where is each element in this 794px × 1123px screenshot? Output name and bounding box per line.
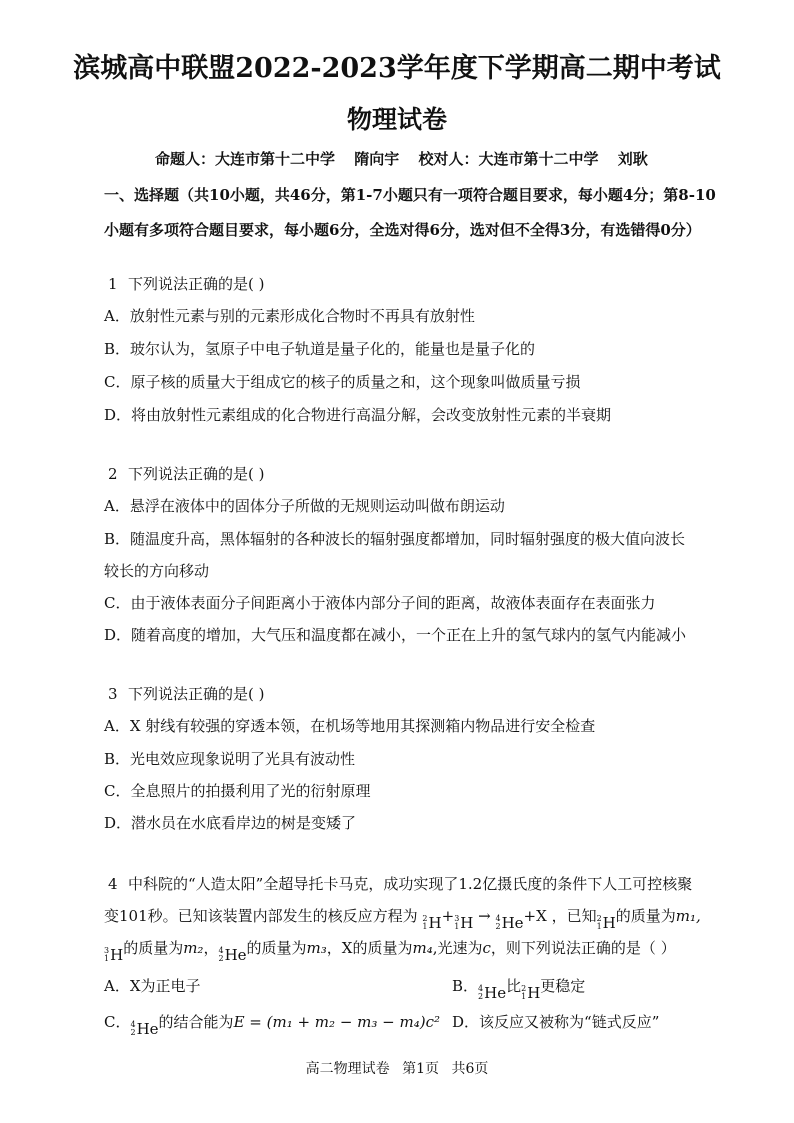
- question-4-text-3c: 的质量为: [246, 939, 307, 957]
- question-4-text-3a: 的质量为: [123, 939, 184, 957]
- exam-subtitle: 物理试卷: [346, 105, 447, 134]
- nuclide-h2: 2 1 H: [422, 914, 442, 932]
- question-4-text-3f: ，则下列说法正确的是（ ）: [490, 939, 676, 957]
- question-1-option-b: B．玻尔认为，氢原子中电子轨道是量子化的，能量也是量子化的: [104, 340, 536, 358]
- option-label: C．: [104, 1013, 131, 1031]
- nuclide-he4: 4 2 He: [218, 946, 247, 964]
- authors-line: [155, 148, 662, 169]
- nuclide-scripts: 4 2: [130, 1020, 136, 1037]
- question-1-option-a: A．放射性元素与别的元素形成化合物时不再具有放射性: [104, 307, 475, 325]
- reviewer-name: 刘耿: [617, 150, 648, 168]
- nuclide-he4: 4 2 He: [130, 1020, 159, 1038]
- exam-title: 滨城高中联盟2022-2023学年度下学期高二期中考试: [73, 53, 721, 84]
- footer-total: 共6页: [451, 1061, 489, 1077]
- question-2-stem: [108, 464, 264, 484]
- question-4-text-2c: 的质量为: [615, 907, 676, 925]
- nuclide-scripts: 2 1: [521, 984, 527, 1001]
- section-line-1: 一、选择题（共10小题，共46分，第1-7小题只有一项符合题目要求，每小题4分；第8-10: [104, 186, 716, 204]
- question-4-option-a: A．X为正电子: [104, 977, 201, 995]
- question-number: 2: [108, 465, 118, 483]
- question-4-text-3d: ，X的质量为: [326, 939, 413, 957]
- nuclide-h2: 2 1 H: [596, 914, 616, 932]
- nuclide-he4: 4 2 He: [478, 984, 507, 1002]
- nuclide-scripts: 4 2: [218, 946, 224, 963]
- proposer-name: 隋向宇: [354, 150, 400, 168]
- option-text: 更稳定: [540, 977, 586, 995]
- question-number: 3: [108, 685, 118, 703]
- question-2-option-c: C．由于液体表面分子间距离小于液体内部分子间的距离，故液体表面存在表面张力: [104, 594, 656, 612]
- option-text: 比: [506, 977, 522, 995]
- nuclide-scripts: 3 1: [454, 914, 460, 931]
- question-4-text-3e: ,光速为: [432, 939, 483, 957]
- mass-m1: m₁,: [675, 907, 701, 925]
- option-text: 的结合能为: [158, 1013, 234, 1031]
- question-4-line-1: [108, 874, 692, 894]
- nuclide-scripts: 3 1: [104, 946, 110, 963]
- question-4-text-2a: 变101秒。已知该装置内部发生的核反应方程为: [104, 907, 418, 925]
- nuclide-h3: 3 1 H: [104, 946, 124, 964]
- page-footer: [0, 1058, 794, 1078]
- question-1-stem: [108, 274, 264, 294]
- proposer-label: 命题人：大连市第十二中学: [155, 150, 336, 168]
- question-4-text-2b: ，已知: [551, 907, 597, 925]
- question-number: 1: [108, 275, 118, 293]
- nuclide-h2: 2 1 H: [521, 984, 541, 1002]
- question-3-option-a: A．X 射线有较强的穿透本领，在机场等地用其探测箱内物品进行安全检查: [104, 717, 596, 735]
- question-4-option-b: [452, 976, 585, 1003]
- question-3-stem: [108, 684, 264, 704]
- question-4-option-c: [104, 1012, 440, 1039]
- nuclide-scripts: 4 2: [495, 914, 501, 931]
- question-4-line-2: [104, 906, 701, 933]
- question-number: 4: [108, 875, 118, 893]
- speed-of-light: c: [482, 939, 491, 957]
- footer-subject: 高二物理试卷: [305, 1061, 390, 1077]
- mass-m2: m₂: [183, 939, 204, 957]
- reviewer-label: 校对人：大连市第十二中学: [418, 150, 599, 168]
- question-2-option-b-cont: 较长的方向移动: [104, 562, 210, 580]
- question-3-option-d: D．潜水员在水底看岸边的树是变矮了: [104, 814, 357, 832]
- nuclide-scripts: 2 1: [422, 914, 428, 931]
- mass-m3: m₃: [306, 939, 327, 957]
- footer-page: 第1页: [402, 1061, 439, 1077]
- question-3-option-b: B．光电效应现象说明了光具有波动性: [104, 750, 356, 768]
- nuclide-h3: 3 1 H: [454, 914, 474, 932]
- section-instructions: [104, 178, 724, 248]
- question-4-text-1: 中科院的“人造太阳”全超导托卡马克，成功实现了1.2亿摄氏度的条件下人工可控核聚: [128, 875, 693, 893]
- question-2-option-d: D．随着高度的增加，大气压和温度都在减小，一个正在上升的氢气球内的氢气内能减小: [104, 626, 687, 644]
- question-stem: 下列说法正确的是( ): [128, 685, 265, 703]
- option-label: B．: [452, 977, 479, 995]
- mass-m4: m₄: [412, 939, 433, 957]
- nuclear-equation: 2 1 H+ 3 1 H → 4 2 He+X: [422, 907, 552, 932]
- section-line-2: 小题有多项符合题目要求，每小题6分，全选对得6分，选对但不全得3分，有选错得0分）: [104, 221, 701, 239]
- question-4-option-d: D．该反应又被称为“链式反应”: [452, 1013, 660, 1031]
- nuclide-he4: 4 2 He: [495, 914, 524, 932]
- question-4-line-3: [104, 938, 676, 965]
- question-4-text-3b: ，: [203, 939, 219, 957]
- question-2-option-a: A．悬浮在液体中的固体分子所做的无规则运动叫做布朗运动: [104, 497, 505, 515]
- question-3-option-c: C．全息照片的拍摄利用了光的衍射原理: [104, 782, 371, 800]
- question-stem: 下列说法正确的是( ): [128, 275, 265, 293]
- nuclide-scripts: 2 1: [596, 914, 602, 931]
- nuclide-scripts: 4 2: [478, 984, 484, 1001]
- question-1-option-d: D．将由放射性元素组成的化合物进行高温分解，会改变放射性元素的半衰期: [104, 406, 612, 424]
- question-2-option-b: B．随温度升高，黑体辐射的各种波长的辐射强度都增加，同时辐射强度的极大值向波长: [104, 530, 686, 548]
- question-stem: 下列说法正确的是( ): [128, 465, 265, 483]
- binding-energy-formula: E = (m₁ + m₂ − m₃ − m₄)c²: [233, 1013, 440, 1031]
- question-1-option-c: C．原子核的质量大于组成它的核子的质量之和，这个现象叫做质量亏损: [104, 373, 581, 391]
